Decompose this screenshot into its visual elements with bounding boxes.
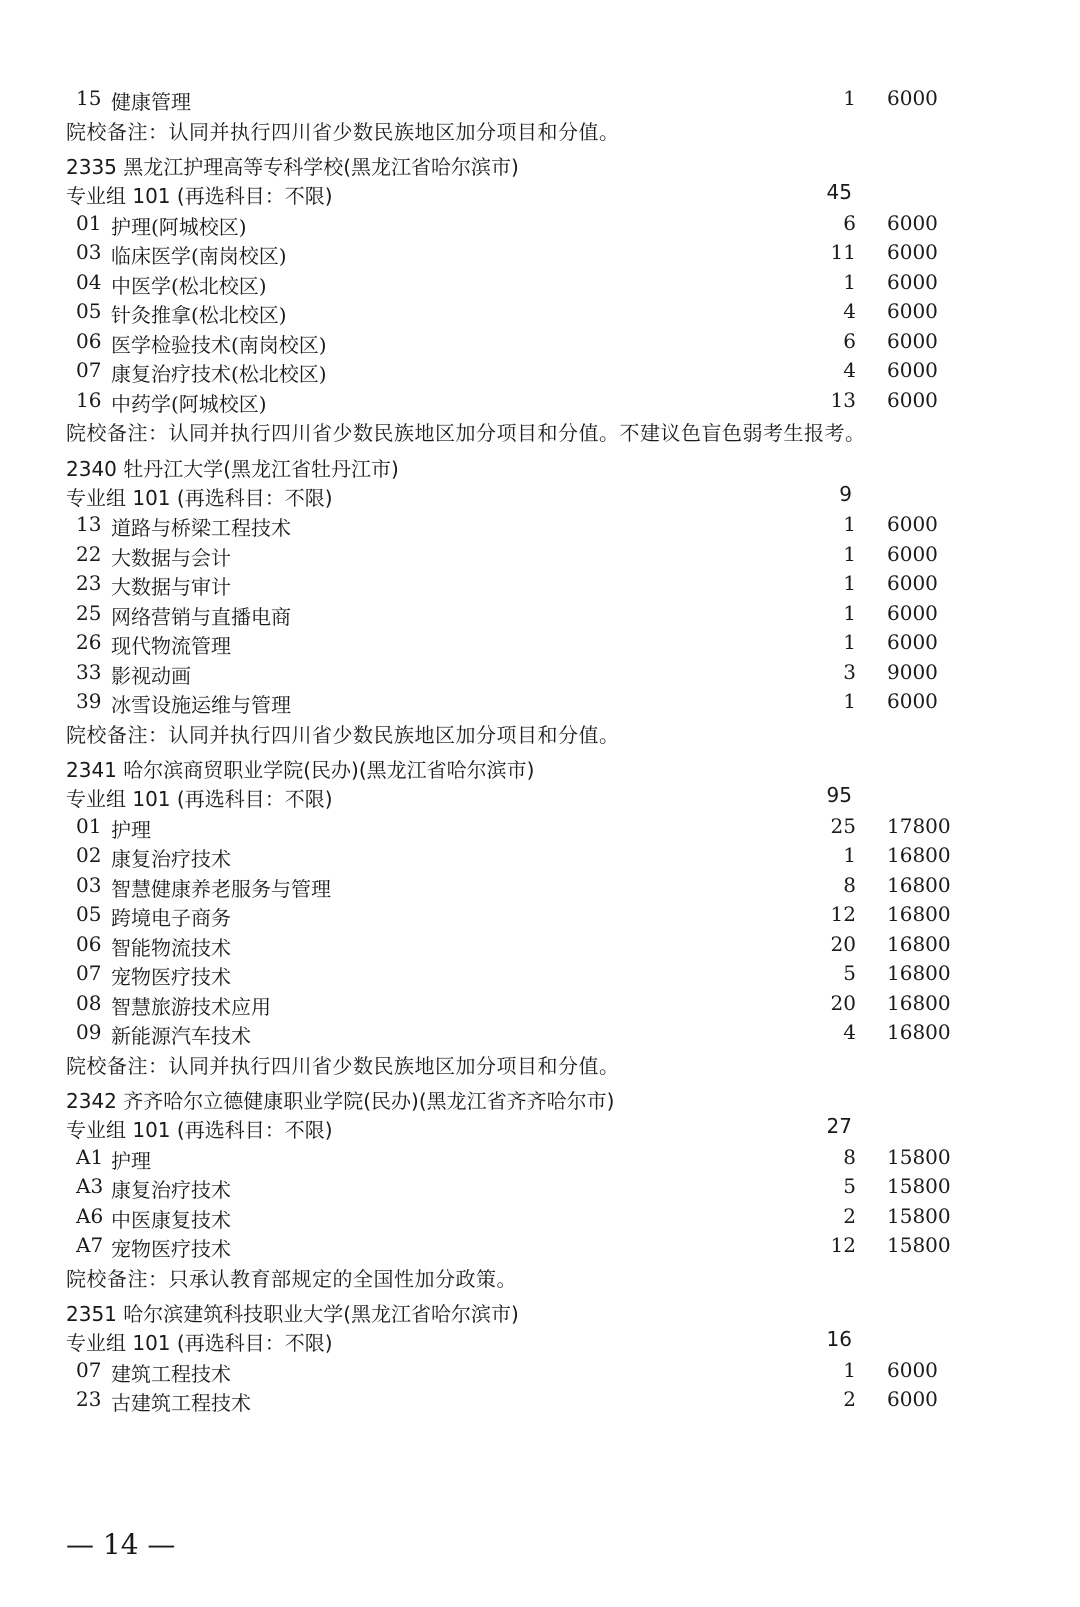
school-title-text: 2342 齐齐哈尔立德健康职业学院(民办)(黑龙江省齐齐哈尔市) [66, 1089, 615, 1113]
major-plan-count: 1 [843, 541, 856, 566]
school-note-content: 认同并执行四川省少数民族地区加分项目和分值。 [168, 722, 620, 747]
major-plan-count: 11 [830, 240, 856, 264]
school-title [0, 148, 1080, 178]
page-number: — 14 — [66, 1528, 176, 1561]
major-group-count: 45 [826, 180, 852, 204]
major-tuition: 16800 [887, 931, 951, 956]
major-tuition: 6000 [887, 299, 938, 323]
major-name: 古建筑工程技术 [111, 1391, 251, 1415]
major-row [0, 1384, 1080, 1414]
major-name: 护理(阿城校区) [111, 214, 247, 239]
school-note-content: 认同并执行四川省少数民族地区加分项目和分值。 [168, 1053, 620, 1078]
school-note [0, 414, 1080, 444]
major-row [0, 267, 1080, 297]
school-title [0, 1082, 1080, 1112]
major-row [0, 509, 1080, 539]
major-name: 护理 [111, 1148, 151, 1173]
major-plan-count: 4 [843, 358, 856, 382]
major-code: 23 [76, 571, 102, 595]
major-name: 道路与桥梁工程技术 [111, 516, 291, 540]
major-code: 01 [76, 210, 102, 235]
major-code: 13 [76, 512, 102, 536]
major-tuition: 6000 [887, 269, 938, 294]
major-tuition: 6000 [887, 1387, 938, 1411]
school-note [0, 113, 1080, 143]
major-row [0, 296, 1080, 326]
major-name: 临床医学(南岗校区) [111, 244, 287, 268]
major-plan-count: 3 [843, 659, 856, 684]
major-row [0, 988, 1080, 1018]
major-group-header [0, 1112, 1080, 1142]
major-row [0, 1355, 1080, 1385]
major-tuition: 16800 [887, 961, 951, 985]
major-row [0, 1017, 1080, 1047]
major-name: 建筑工程技术 [111, 1361, 231, 1386]
school-note-content: 只承认教育部规定的全国性加分政策。 [168, 1266, 517, 1291]
major-name: 智慧健康养老服务与管理 [111, 876, 331, 901]
major-row [0, 1201, 1080, 1231]
major-row [0, 355, 1080, 385]
major-tuition: 6000 [887, 571, 938, 595]
major-code: A1 [76, 1144, 104, 1169]
major-tuition: 6000 [887, 541, 938, 566]
major-group-label: 专业组 101 (再选科目：不限) [66, 1118, 333, 1142]
major-plan-count: 1 [843, 269, 856, 294]
major-code: 15 [76, 86, 102, 110]
major-plan-count: 1 [843, 843, 856, 867]
major-name: 护理 [111, 817, 151, 842]
major-plan-count: 1 [843, 512, 856, 536]
major-code: 05 [76, 299, 102, 323]
school-title [0, 450, 1080, 480]
school-note-label: 院校备注： [66, 1053, 169, 1078]
major-tuition: 16800 [887, 843, 951, 867]
major-group-count: 16 [826, 1327, 852, 1351]
major-row [0, 840, 1080, 870]
major-row [0, 326, 1080, 356]
major-tuition: 16800 [887, 902, 951, 926]
major-code: 33 [76, 659, 102, 684]
major-plan-count: 2 [843, 1203, 856, 1228]
major-tuition: 17800 [887, 813, 951, 838]
major-code: 06 [76, 931, 102, 956]
major-code: 06 [76, 328, 102, 353]
major-code: A3 [76, 1174, 104, 1198]
major-name: 网络营销与直播电商 [111, 604, 291, 629]
major-plan-count: 12 [830, 1233, 856, 1257]
major-name: 现代物流管理 [111, 634, 231, 658]
major-plan-count: 5 [843, 1174, 856, 1198]
major-tuition: 15800 [887, 1233, 951, 1257]
major-row [0, 1142, 1080, 1172]
major-name: 跨境电子商务 [111, 906, 231, 930]
major-group-count: 9 [839, 481, 852, 506]
major-tuition: 6000 [887, 210, 938, 235]
major-tuition: 6000 [887, 1357, 938, 1382]
major-row [0, 1171, 1080, 1201]
school-title-text: 2341 哈尔滨商贸职业学院(民办)(黑龙江省哈尔滨市) [66, 758, 535, 782]
major-code: 01 [76, 813, 102, 838]
major-plan-count: 13 [830, 387, 856, 412]
major-code: A6 [76, 1203, 104, 1228]
major-tuition: 15800 [887, 1174, 951, 1198]
school-note-label: 院校备注： [66, 722, 169, 747]
major-name: 中药学(阿城校区) [111, 391, 267, 416]
school-note-label: 院校备注： [66, 1266, 169, 1291]
school-note [0, 716, 1080, 746]
school-note-text [66, 116, 620, 145]
major-plan-count: 1 [843, 630, 856, 654]
major-code: 08 [76, 990, 102, 1015]
major-group-header [0, 178, 1080, 208]
major-tuition: 9000 [887, 659, 938, 684]
major-row [0, 929, 1080, 959]
major-tuition: 16800 [887, 872, 951, 897]
major-name: 宠物医疗技术 [111, 965, 231, 989]
major-name: 智能物流技术 [111, 935, 231, 960]
major-name: 冰雪设施运维与管理 [111, 693, 291, 717]
major-row [0, 83, 1080, 113]
major-tuition: 6000 [887, 512, 938, 536]
major-row [0, 598, 1080, 628]
major-tuition: 6000 [887, 240, 938, 264]
major-name: 中医学(松北校区) [111, 273, 267, 298]
major-code: 23 [76, 1387, 102, 1411]
major-row [0, 208, 1080, 238]
major-tuition: 6000 [887, 387, 938, 412]
major-row [0, 657, 1080, 687]
major-row [0, 870, 1080, 900]
major-code: 02 [76, 843, 102, 867]
major-name: 中医康复技术 [111, 1207, 231, 1232]
major-name: 健康管理 [111, 90, 191, 114]
major-code: A7 [76, 1233, 104, 1257]
major-code: 09 [76, 1020, 102, 1044]
major-row [0, 958, 1080, 988]
major-row [0, 686, 1080, 716]
major-plan-count: 25 [830, 813, 856, 838]
major-row [0, 237, 1080, 267]
major-code: 07 [76, 358, 102, 382]
major-name: 智慧旅游技术应用 [111, 994, 271, 1019]
major-tuition: 15800 [887, 1203, 951, 1228]
major-name: 新能源汽车技术 [111, 1024, 251, 1048]
major-group-header [0, 1325, 1080, 1355]
major-row [0, 627, 1080, 657]
major-group-label: 专业组 101 (再选科目：不限) [66, 787, 333, 811]
major-tuition: 6000 [887, 689, 938, 713]
school-note [0, 1260, 1080, 1290]
major-plan-count: 8 [843, 872, 856, 897]
major-plan-count: 1 [843, 600, 856, 625]
major-plan-count: 6 [843, 210, 856, 235]
major-plan-count: 4 [843, 299, 856, 323]
major-plan-count: 4 [843, 1020, 856, 1044]
major-tuition: 6000 [887, 358, 938, 382]
major-code: 16 [76, 387, 102, 412]
major-code: 05 [76, 902, 102, 926]
major-tuition: 6000 [887, 600, 938, 625]
major-tuition: 16800 [887, 990, 951, 1015]
major-plan-count: 1 [843, 689, 856, 713]
major-name: 康复治疗技术 [111, 847, 231, 871]
school-note [0, 1047, 1080, 1077]
major-plan-count: 8 [843, 1144, 856, 1169]
major-group-header [0, 781, 1080, 811]
major-plan-count: 1 [843, 1357, 856, 1382]
school-note-content: 认同并执行四川省少数民族地区加分项目和分值。不建议色盲色弱考生报考。 [168, 421, 866, 445]
major-group-header [0, 480, 1080, 510]
major-name: 针灸推拿(松北校区) [111, 303, 287, 327]
major-name: 大数据与审计 [111, 575, 231, 599]
school-note-text [66, 719, 620, 748]
major-plan-count: 5 [843, 961, 856, 985]
major-plan-count: 12 [830, 902, 856, 926]
major-name: 医学检验技术(南岗校区) [111, 332, 327, 357]
major-plan-count: 6 [843, 328, 856, 353]
school-note-label: 院校备注： [66, 119, 169, 144]
major-plan-count: 1 [843, 571, 856, 595]
school-note-content: 认同并执行四川省少数民族地区加分项目和分值。 [168, 119, 620, 144]
school-title-text: 2335 黑龙江护理高等专科学校(黑龙江省哈尔滨市) [66, 155, 519, 179]
major-row [0, 811, 1080, 841]
major-plan-count: 20 [830, 931, 856, 956]
major-code: 25 [76, 600, 102, 625]
document-body [0, 83, 1080, 1414]
major-tuition: 15800 [887, 1144, 951, 1169]
major-tuition: 16800 [887, 1020, 951, 1044]
school-note-label: 院校备注： [66, 421, 169, 445]
major-row [0, 539, 1080, 569]
major-group-count: 95 [826, 783, 852, 807]
major-plan-count: 20 [830, 990, 856, 1015]
major-group-label: 专业组 101 (再选科目：不限) [66, 1331, 333, 1355]
major-code: 07 [76, 1357, 102, 1382]
school-note-text [66, 1050, 620, 1079]
major-name: 康复治疗技术 [111, 1178, 231, 1202]
major-code: 03 [76, 240, 102, 264]
major-code: 22 [76, 541, 102, 566]
major-name: 康复治疗技术(松北校区) [111, 362, 327, 386]
major-tuition: 6000 [887, 630, 938, 654]
school-title-text: 2340 牡丹江大学(黑龙江省牡丹江市) [66, 456, 399, 481]
school-note-text [66, 1263, 517, 1292]
school-note-text [66, 417, 866, 446]
major-group-label: 专业组 101 (再选科目：不限) [66, 485, 333, 510]
major-group-count: 27 [826, 1114, 852, 1138]
major-code: 04 [76, 269, 102, 294]
school-title [0, 1295, 1080, 1325]
major-row [0, 899, 1080, 929]
major-group-label: 专业组 101 (再选科目：不限) [66, 184, 333, 208]
major-code: 39 [76, 689, 102, 713]
school-title [0, 751, 1080, 781]
major-code: 07 [76, 961, 102, 985]
major-tuition: 6000 [887, 86, 938, 110]
major-tuition: 6000 [887, 328, 938, 353]
major-code: 26 [76, 630, 102, 654]
major-name: 大数据与会计 [111, 545, 231, 570]
major-plan-count: 1 [843, 86, 856, 110]
school-title-text: 2351 哈尔滨建筑科技职业大学(黑龙江省哈尔滨市) [66, 1302, 519, 1326]
major-name: 影视动画 [111, 663, 191, 688]
major-row [0, 385, 1080, 415]
major-plan-count: 2 [843, 1387, 856, 1411]
major-row [0, 1230, 1080, 1260]
major-code: 03 [76, 872, 102, 897]
major-name: 宠物医疗技术 [111, 1237, 231, 1261]
major-row [0, 568, 1080, 598]
